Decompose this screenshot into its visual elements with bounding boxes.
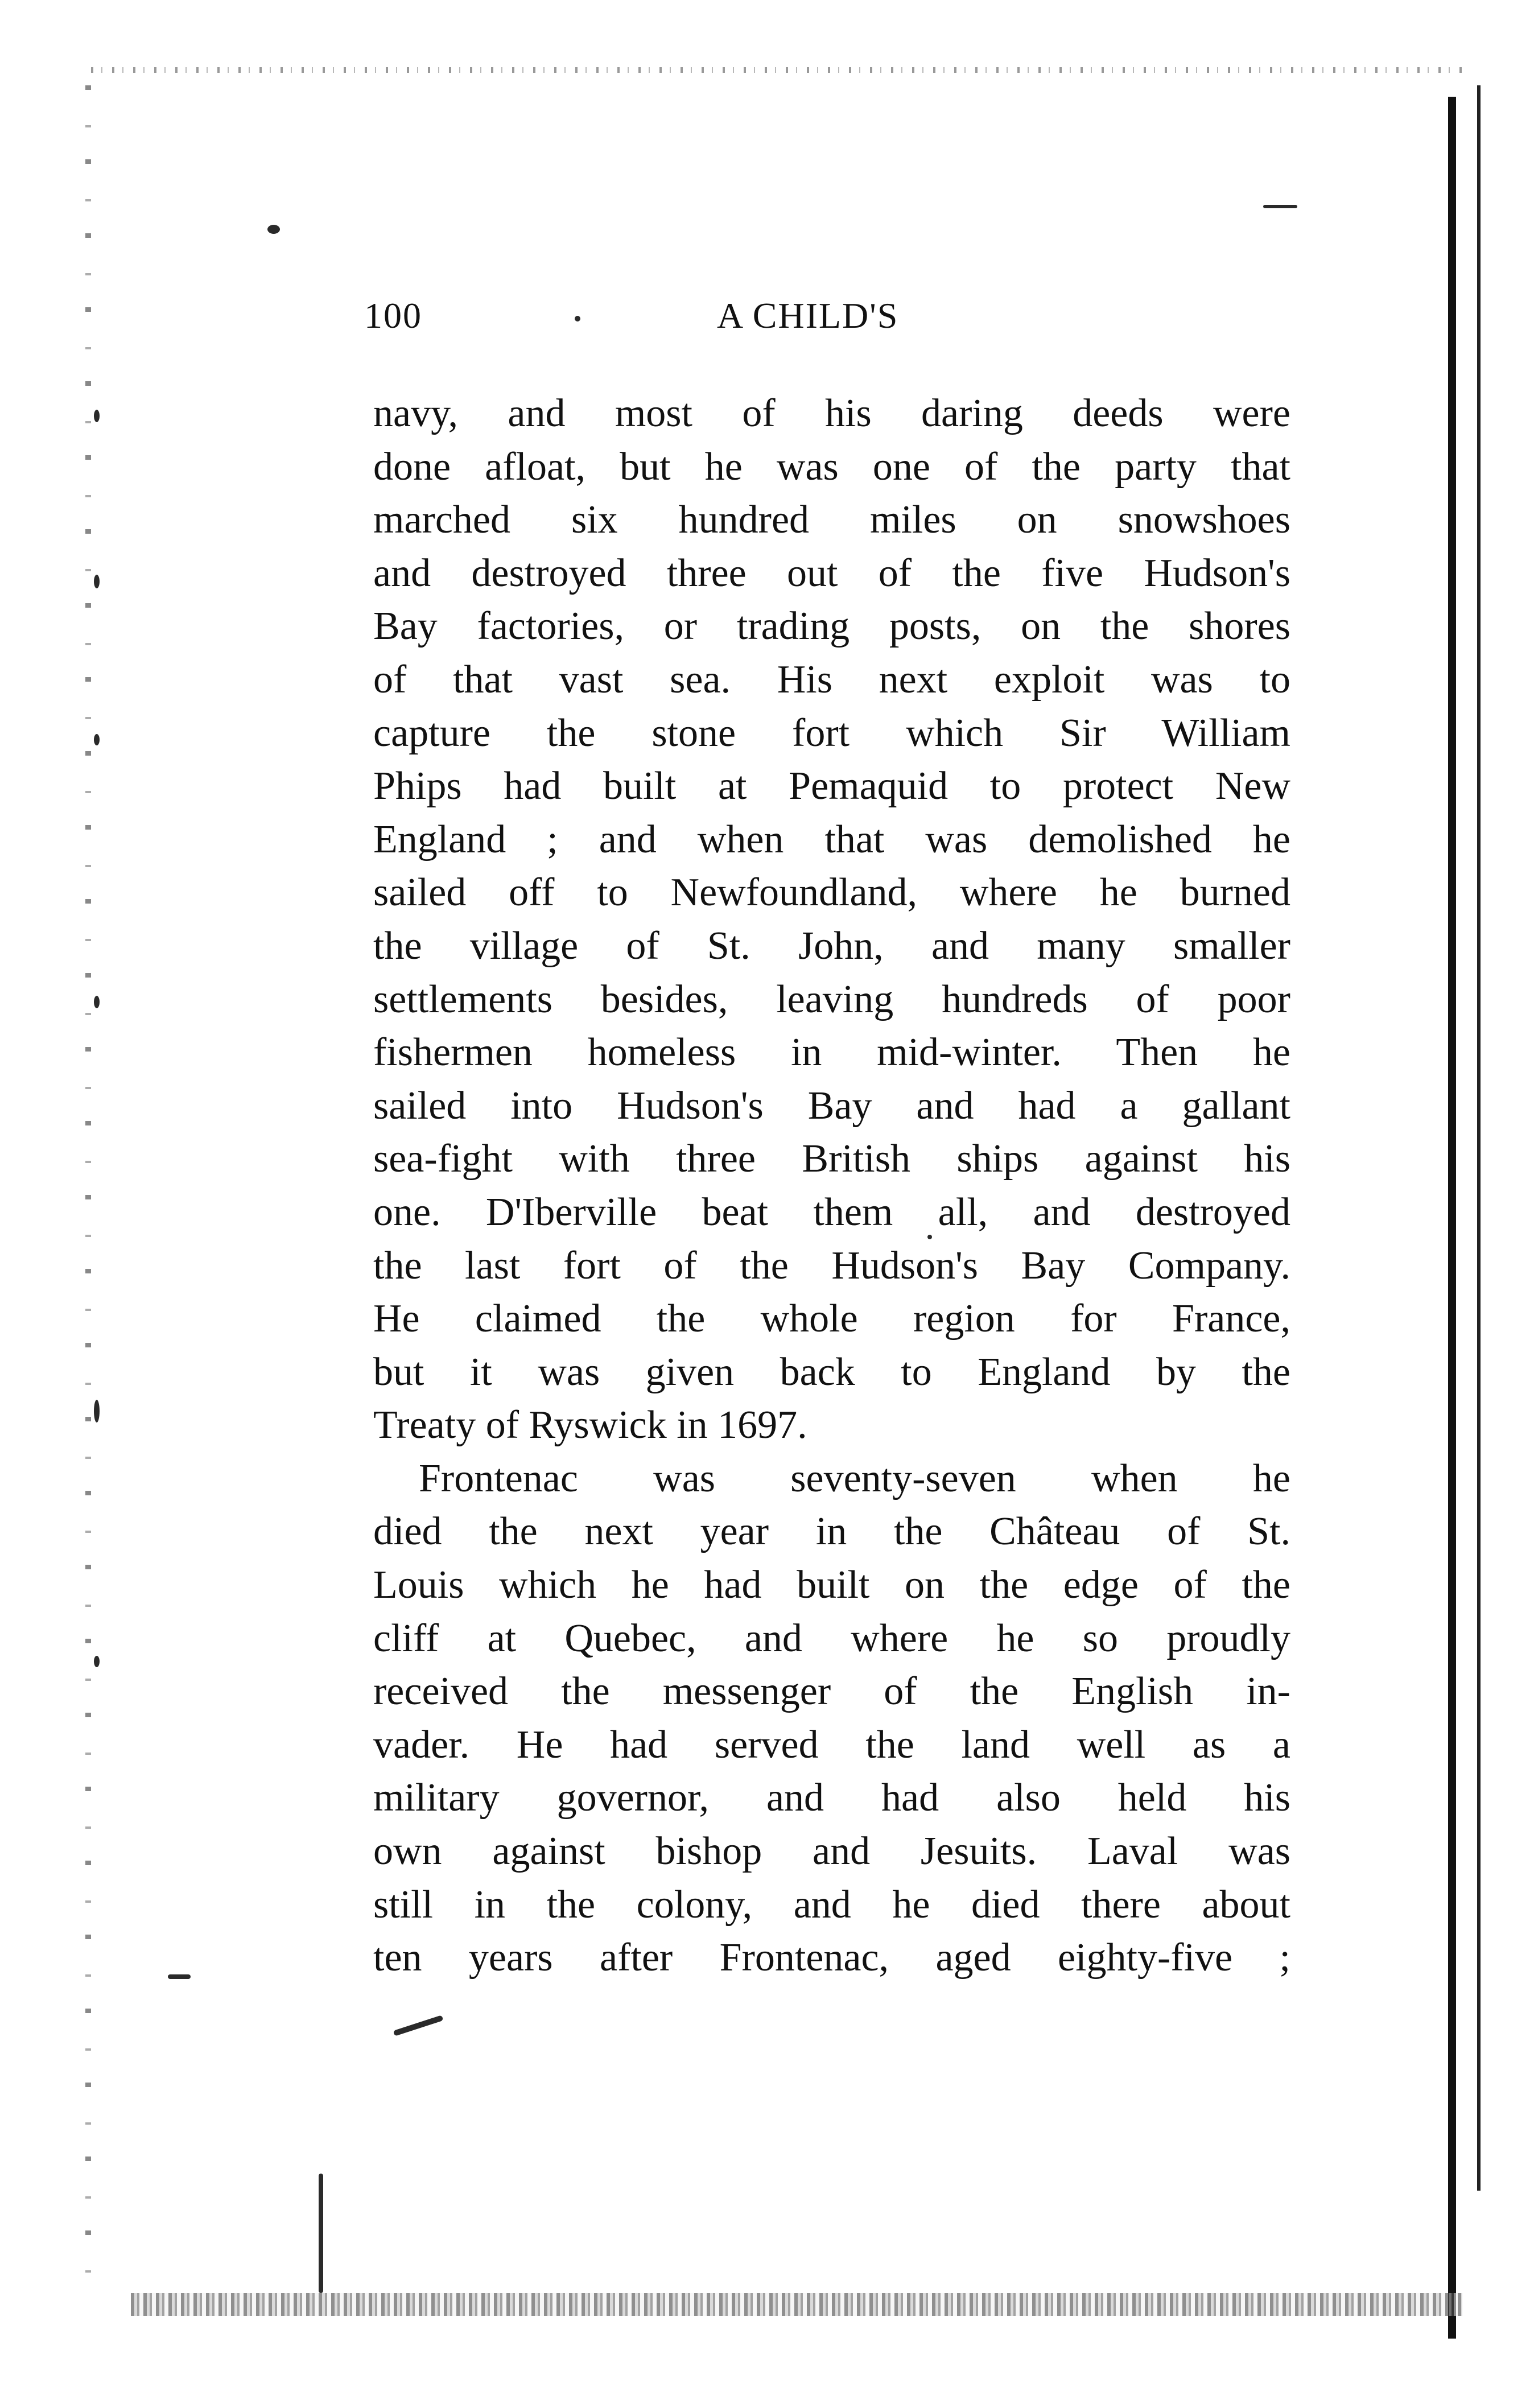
paragraph-start-line: Frontenac was seventy-seven when he: [419, 1456, 1290, 1500]
page-edge-line: [1477, 85, 1481, 2191]
text-line: ten years after Frontenac, aged eighty-five ;: [373, 1936, 1290, 1980]
scan-speckle: [319, 2174, 323, 2293]
scan-speckle: [94, 410, 100, 422]
text-line: He claimed the whole region for France,: [373, 1297, 1290, 1341]
running-title: A CHILD'S: [717, 295, 899, 336]
text-line: but it was given back to England by the: [373, 1350, 1290, 1394]
scan-speckle: [94, 996, 100, 1008]
text-line: Phips had built at Pemaquid to protect New: [373, 764, 1290, 809]
text-line: and destroyed three out of the five Hudson's: [373, 551, 1290, 595]
text-line: Treaty of Ryswick in 1697.: [373, 1403, 807, 1448]
scan-speckle: [168, 1974, 191, 1979]
page-number: 100: [364, 295, 422, 336]
scan-speckle: [267, 225, 280, 234]
text-line: still in the colony, and he died there about: [373, 1882, 1290, 1927]
scan-speckle: [94, 575, 100, 588]
scan-speckle: [1263, 205, 1297, 208]
text-line: marched six hundred miles on snowshoes: [373, 498, 1290, 542]
text-line: England ; and when that was demolished he: [373, 817, 1290, 861]
scan-speckle: [94, 734, 100, 745]
text-line: settlements besides, leaving hundreds of poor: [373, 977, 1290, 1021]
scan-edge-left: [85, 85, 91, 2293]
text-line: own against bishop and Jesuits. Laval was: [373, 1829, 1290, 1874]
text-line: military governor, and had also held his: [373, 1776, 1290, 1820]
text-line: the last fort of the Hudson's Bay Company.: [373, 1243, 1290, 1288]
text-line: died the next year in the Château of St.: [373, 1510, 1290, 1554]
scan-speckle: [393, 2015, 444, 2036]
text-line: vader. He had served the land well as a: [373, 1722, 1290, 1767]
scan-edge-top: [91, 67, 1468, 73]
scan-speckle: [94, 1656, 100, 1667]
body-text: [373, 387, 1290, 1985]
text-line: capture the stone fort which Sir William: [373, 711, 1290, 755]
text-line: Louis which he had built on the edge of the: [373, 1563, 1290, 1607]
text-line: sailed into Hudson's Bay and had a gallant: [373, 1083, 1290, 1128]
text-line: navy, and most of his daring deeds were: [373, 391, 1290, 435]
text-line: the village of St. John, and many smaller: [373, 923, 1290, 968]
running-head: [364, 295, 1309, 352]
text-line: fishermen homeless in mid-winter. Then he: [373, 1030, 1290, 1075]
text-line: sea-fight with three British ships against his: [373, 1137, 1290, 1181]
text-line: one. D'Iberville beat them all, and destroyed: [373, 1190, 1290, 1234]
text-line: received the messenger of the English in-: [373, 1669, 1290, 1714]
text-line: done afloat, but he was one of the party that: [373, 444, 1290, 489]
text-line: sailed off to Newfoundland, where he burned: [373, 871, 1290, 915]
text-line: Bay factories, or trading posts, on the shores: [373, 604, 1290, 649]
text-line: cliff at Quebec, and where he so proudly: [373, 1616, 1290, 1660]
page-gutter-shadow: [1448, 97, 1456, 2339]
scan-speckle: [94, 1400, 100, 1422]
text-line: of that vast sea. His next exploit was to: [373, 657, 1290, 702]
scan-edge-bottom: [131, 2293, 1462, 2316]
